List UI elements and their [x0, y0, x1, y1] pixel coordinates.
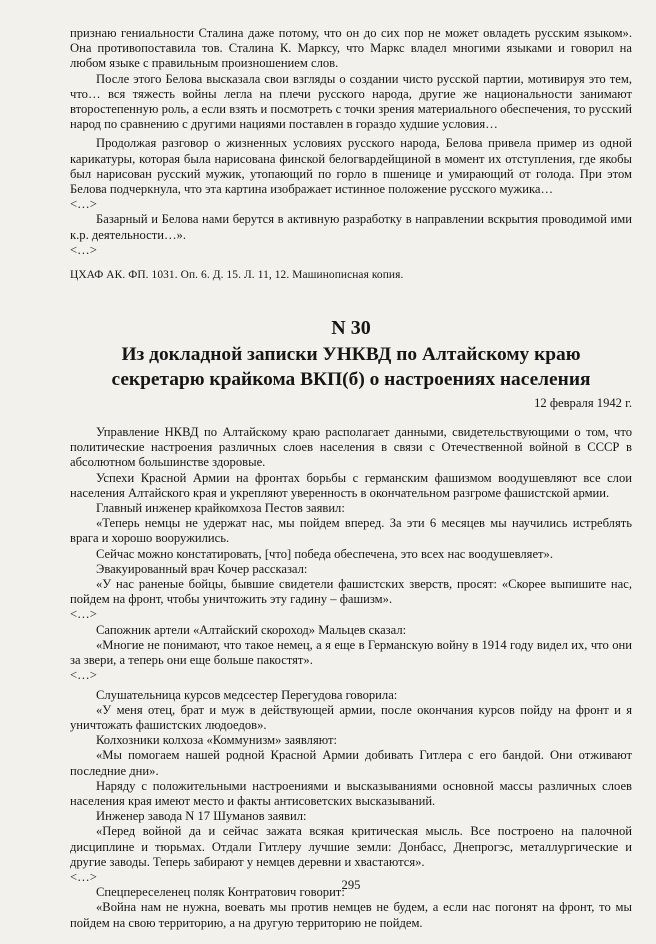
- paragraph: Главный инженер крайкомхоза Пестов заявил:: [96, 501, 345, 516]
- paragraph: Слушательница курсов медсестер Перегудова говорила:: [96, 687, 398, 702]
- paragraph: Инженер завода N 17 Шуманов заявил:: [96, 809, 307, 824]
- quote-paragraph: «Теперь немцы не удержат нас, мы пойдем вперед. За эти 6 месяцев мы научились истреблять врага и хорошо вооружились.: [70, 516, 632, 546]
- ellipsis: <…>: [70, 607, 97, 622]
- document-date: 12 февраля 1942 г.: [534, 396, 632, 411]
- document-number: N 30: [331, 317, 371, 340]
- quote-paragraph: «Многие не понимают, что такое немец, а я еще в Германскую войну в 1914 году видел их, что они за звери, а теперь они еще больше пакостят».: [70, 637, 632, 668]
- page-number: 295: [341, 878, 361, 892]
- previous-document-ending: [70, 26, 632, 258]
- paragraph: Успехи Красной Армии на фронтах борьбы с германским фашизмом воодушевляют все слои населения Алтайского края и укрепляют уверенность в окончательном разгроме фашистской армии.: [70, 470, 632, 500]
- quote-paragraph: «У нас раненые бойцы, бывшие свидетели фашистских зверств, просят: «Скорее выпишите нас, пойдем на фронт, чтобы уничтожить эту гадину – фашизм».: [70, 577, 632, 607]
- paragraph: Спецпереселенец поляк Контратович говорит:: [96, 885, 345, 900]
- archive-source-note: ЦХАФ АК. ФП. 1031. Оп. 6. Д. 15. Л. 11, 12. Машинописная копия.: [70, 269, 404, 282]
- ellipsis: <…>: [70, 197, 97, 212]
- document-title: [70, 342, 632, 392]
- paragraph: Наряду с положительными настроениями и высказываниями основной массы различных слоев населения края имеют место и факты антисоветских высказываний.: [70, 778, 632, 808]
- quote-paragraph: «Мы помогаем нашей родной Красной Армии добивать Гитлера с его бандой. Они отживают последние дни».: [70, 748, 632, 778]
- ellipsis: <…>: [70, 242, 97, 257]
- title-line: секретарю крайкома ВКП(б) о настроениях населения: [111, 369, 591, 391]
- paragraph: Управление НКВД по Алтайскому краю располагает данными, свидетельствующими о том, что политические настроения различных слоев населения в связи с Отечественной войной в СССР в абсолютном большинстве здоровые.: [70, 425, 632, 470]
- ellipsis: <…>: [70, 869, 97, 884]
- paragraph: Эвакуированный врач Кочер рассказал:: [96, 561, 308, 576]
- quote-paragraph: «Война нам не нужна, воевать мы против немцев не будем, а если нас погонят на фронт, то мы пойдем на свою территорию, а на другую территорию не пойдем.: [70, 900, 632, 930]
- quote-paragraph: «У меня отец, брат и муж в действующей армии, после окончания курсов пойду на фронт и я уничтожать фашистских людоедов».: [70, 702, 632, 732]
- paragraph: Сапожник артели «Алтайский скороход» Мальцев сказал:: [96, 622, 407, 637]
- paragraph: Базарный и Белова нами берутся в активную разработку в направлении вскрытия проводимой ими к.р. деятельности…».: [70, 212, 632, 242]
- quote-paragraph: Сейчас можно констатировать, [что] победа обеспечена, это всех нас воодушевляет».: [96, 546, 554, 561]
- document-body: [70, 425, 632, 931]
- ellipsis: <…>: [70, 668, 97, 683]
- paragraph: признаю гениальности Сталина даже потому, что он до сих пор не может овладеть русским языком». Она противопоставила тов. Сталина К. Марксу, что Маркс владел многими языками и говорил на любом языке с правильным произношением слов.: [70, 26, 632, 71]
- paragraph: После этого Белова высказала свои взгляды о создании чисто русской партии, мотивируя это тем, что… вся тяжесть войны легла на плечи русского народа, другие же национальности занимают второстепенную роль, а если взять и посмотреть с точки зрения материального обеспечения, то русский народ по сравнению с другими нациями поставлен в гораздо худшие условия…: [70, 71, 632, 132]
- quote-paragraph: «Перед войной да и сейчас зажата всякая критическая мысль. Все построено на палочной дисциплине и тюрьмах. Отдали Гитлеру лучшие земли: Донбасс, Днепрогэс, металлургические и другие заводы. Теперь забирают у немцев деревни и хвастаются».: [70, 824, 632, 869]
- title-line: Из докладной записки УНКВД по Алтайскому краю: [121, 344, 581, 366]
- paragraph: Колхозники колхоза «Коммунизм» заявляют:: [96, 733, 337, 748]
- paragraph: Продолжая разговор о жизненных условиях русского народа, Белова привела пример из одной карикатуры, которая была нарисована финской белогвардейщиной в момент их отступления, где якобы был нарисован русский мужик, утопающий по горло в пшенице и умирающий от голода. При этом Белова подчеркнула, что эта картина изображает истинное положение русского мужика…: [70, 136, 632, 197]
